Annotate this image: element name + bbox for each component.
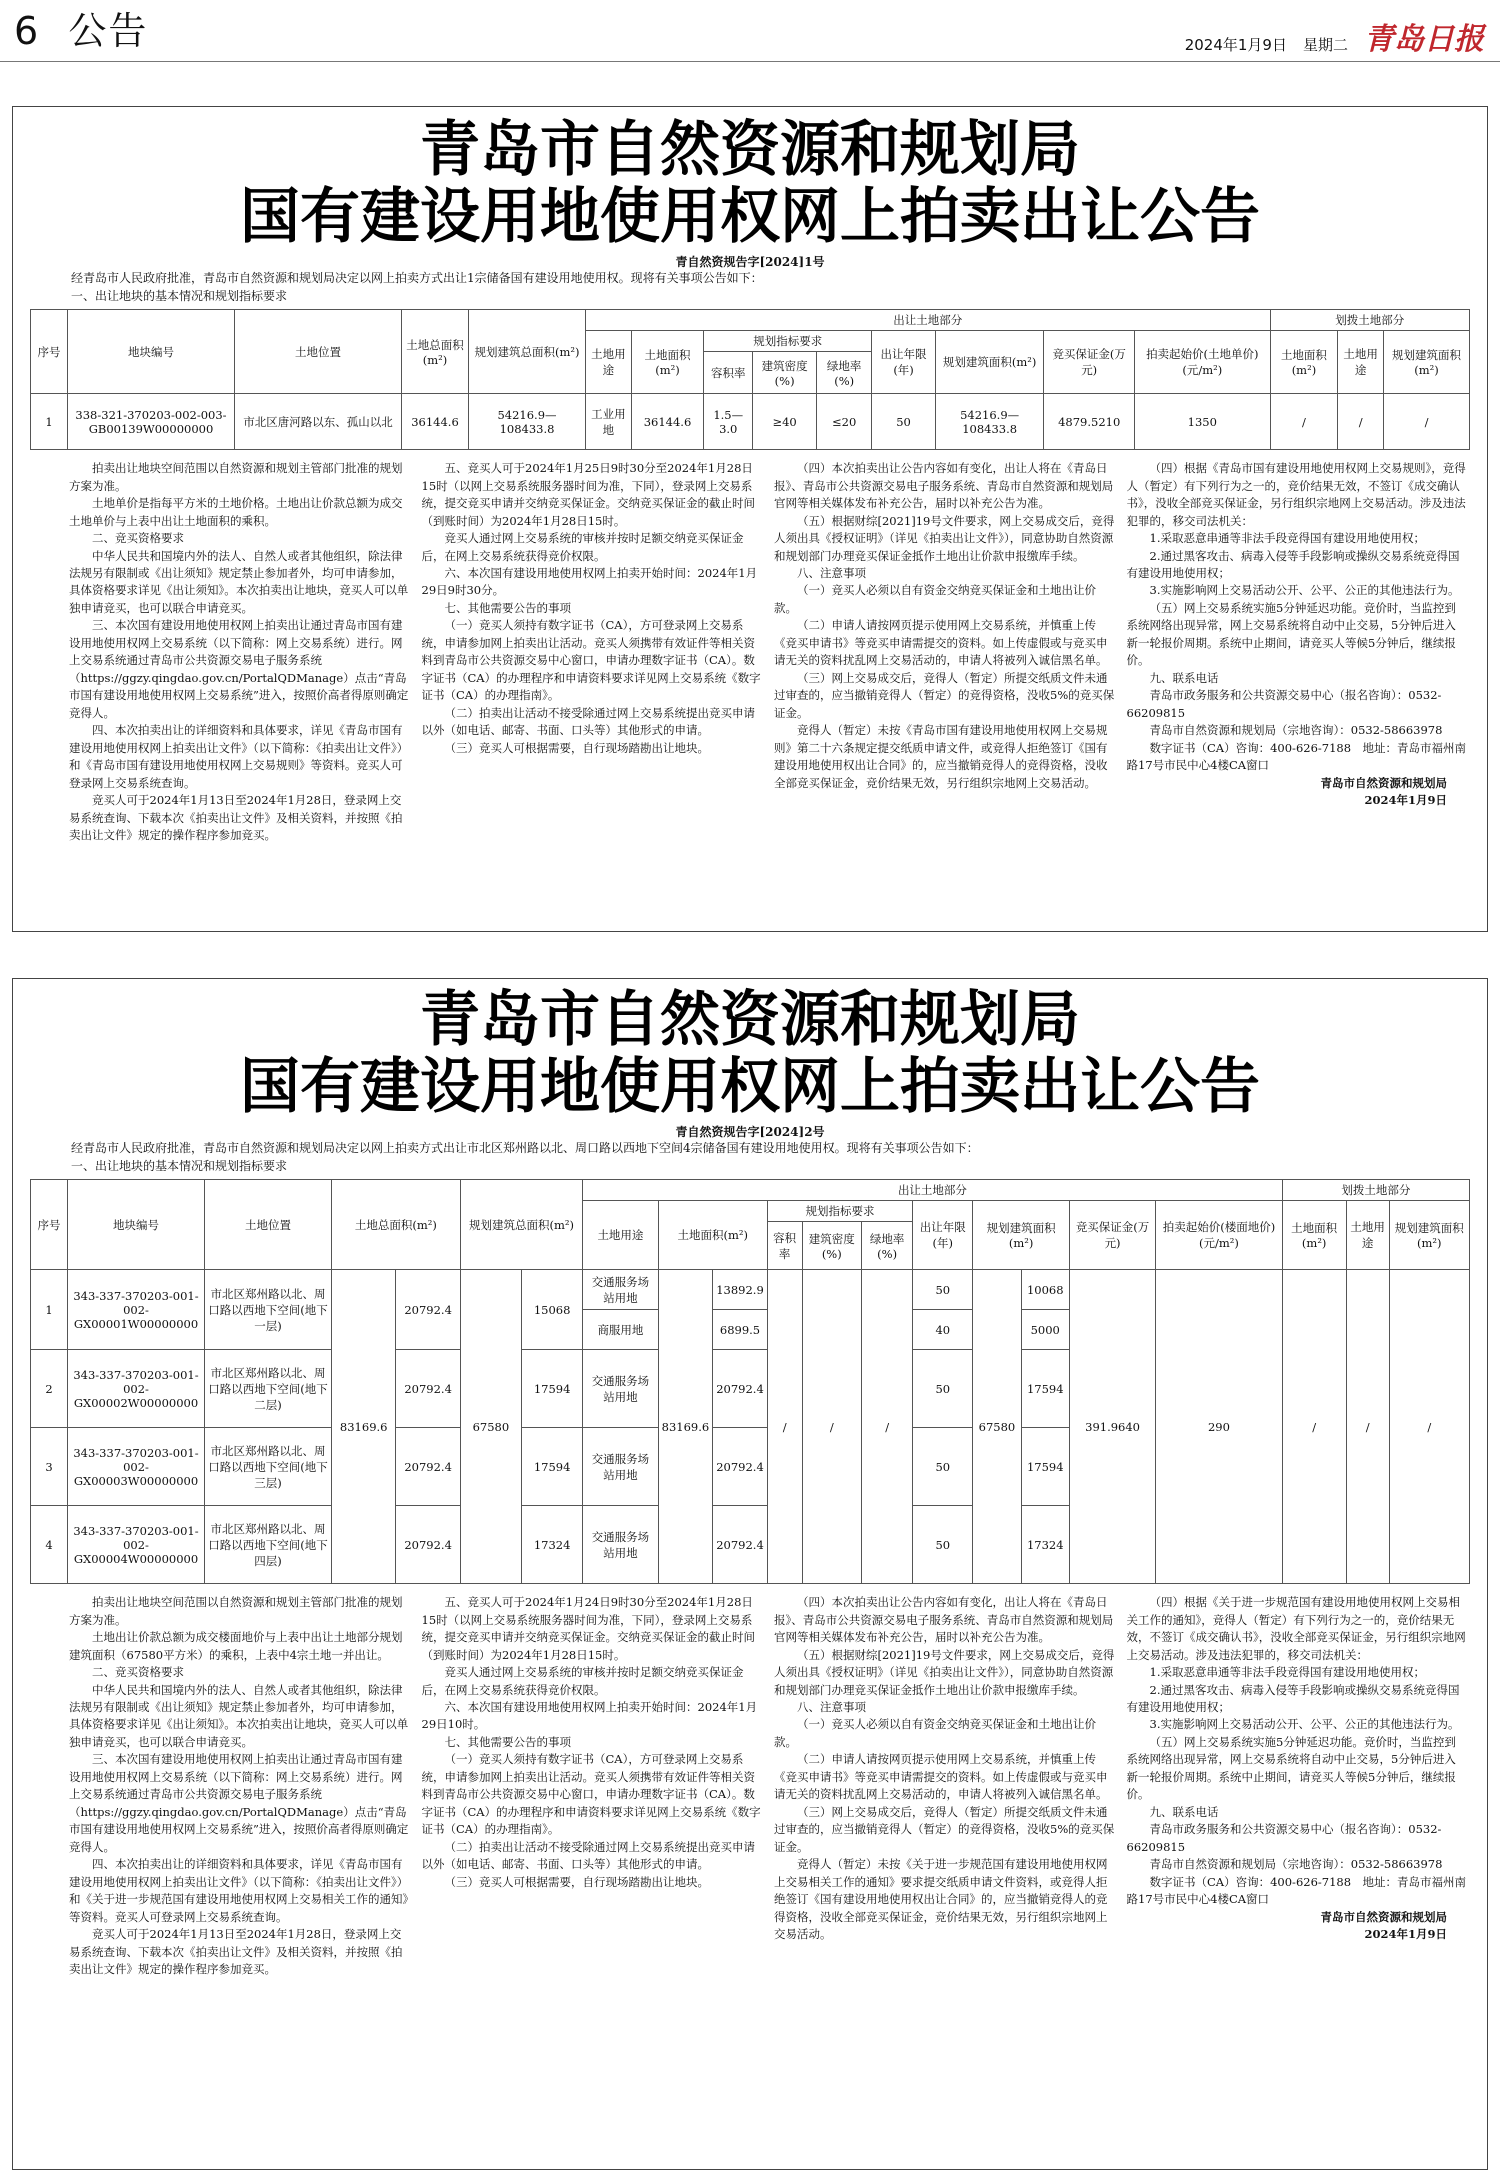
sign-date: 2024年1月9日 <box>1364 793 1447 808</box>
body-column-paragraphs <box>1127 1594 1468 1908</box>
section-name: 公告 <box>68 9 149 53</box>
page-header <box>0 0 1500 62</box>
th-density: 建筑密度(%) <box>753 352 817 394</box>
cell-term: 50 <box>913 1428 973 1506</box>
body-paragraph: （一）竞买人必须以自有资金交纳竞买保证金和土地出让价款。 <box>774 583 1096 615</box>
body-paragraph: 1.采取恶意串通等非法手段竞得国有建设用地使用权； <box>1149 531 1425 546</box>
body-paragraph: 九、联系电话 <box>1149 670 1219 685</box>
body-paragraph: 青岛市政务服务和公共资源交易中心（报名咨询）：0532-66209815 <box>1126 688 1442 720</box>
body-paragraph: （三）竞买人可根据需要，自行现场踏勘出让地块。 <box>444 1874 709 1889</box>
body-column <box>774 460 1115 844</box>
body-paragraph: （四）根据《关于进一步规范国有建设用地使用权网上交易相关工作的通知》，竞得人（暂定）有下列行为之一的，竞价结果无效，不签订《成交确认书》，没收全部竞买保证金，另行组织宗地网上交易活动。涉及违法犯罪的，移交司法机关： <box>1126 1595 1466 1662</box>
cell-parcel-no: 343-337-370203-001-002-GX00002W00000000 <box>68 1350 205 1428</box>
body-paragraph: 中华人民共和国境内外的法人、自然人或者其他组织，除法律法规另有限制或《出让须知》规定禁止参加者外，均可申请参加，具体资格要求详见《出让须知》。本次拍卖出让地块，竞买人可以单独申请竞买，也可以联合申请竞买。 <box>69 548 409 615</box>
th-floor-area: 规划建筑面积(m²) <box>935 331 1043 394</box>
body-paragraph: 六、本次国有建设用地使用权网上拍卖开始时间：2024年1月29日10时。 <box>421 1699 758 1732</box>
body-column <box>1127 1594 1468 1978</box>
cell-location: 市北区郑州路以北、周口路以西地下空间(地下四层) <box>205 1506 332 1584</box>
cell-planned: 17594 <box>522 1350 583 1428</box>
body-paragraph: 五、竞买人可于2024年1月24日9时30分至2024年1月28日15时（以网上交易系统服务器时间为准，下同），登录网上交易系统，提交竞买申请并交纳竞买保证金。交纳竞买保证金的截止时间（到账时间）为2024年1月28日15时。 <box>421 1595 755 1662</box>
body-paragraph: （五）根据财综[2021]19号文件要求，网上交易成交后，竞得人须出具《授权证明》（详见《拍卖出让文件》），同意协助自然资源和规划部门办理竞买保证金抵作土地出让价款申报缴库手续。 <box>774 513 1115 563</box>
issue-weekday: 星期二 <box>1302 36 1348 54</box>
cell-location: 市北区唐河路以东、孤山以北 <box>235 394 402 450</box>
cell-use-area: 20792.4 <box>713 1506 768 1584</box>
cell-green: / <box>861 1270 912 1584</box>
body-paragraph: 三、本次国有建设用地使用权网上拍卖出让通过青岛市国有建设用地使用权网上交易系统（以下简称：网上交易系统）进行。网上交易系统通过青岛市公共资源交易电子服务系统（https://ggzy.qingdao.gov.cn/PortalQDManage）点击“青岛市国有建设用地使用权网上交易系统”进入，按照价高者得原则确定竞得人。 <box>69 618 409 720</box>
body-paragraph: （一）竞买人须持有数字证书（CA），方可登录网上交易系统，申请参加网上拍卖出让活动。竞买人须携带有效证件等相关资料到青岛市公共资源交易中心窗口，申请办理数字证书（CA）。数字证书（CA）的办理程序和申请资料要求详见网上交易系统《数字证书（CA）的办理指南》。 <box>421 618 761 703</box>
body-paragraph: 数字证书（CA）咨询：400-626-7188 地址：青岛市福州南路17号市民中心4楼CA窗口 <box>1126 740 1467 773</box>
body-paragraph: 2.通过黑客攻击、病毒入侵等手段影响或操纵交易系统竞得国有建设用地使用权； <box>1126 1682 1460 1714</box>
th-sell-part: 出让土地部分 <box>586 310 1271 331</box>
th-deposit: 竞买保证金(万元) <box>1069 1201 1155 1270</box>
body-paragraph: （四）本次拍卖出让公告内容如有变化，出让人将在《青岛日报》、青岛市公共资源交易电子服务系统、青岛市自然资源和规划局官网等相关媒体发布补充公告，届时以补充公告为准。 <box>774 461 1114 511</box>
th-total-area: 土地总面积(m²) <box>332 1180 461 1270</box>
cell-far: / <box>767 1270 802 1584</box>
parcel-table <box>30 1179 1470 1584</box>
th-parcel-no: 地块编号 <box>68 310 235 394</box>
table-body <box>31 1270 1470 1584</box>
th-alloc-area: 土地面积(m²) <box>1270 331 1338 394</box>
section-heading: 一、出让地块的基本情况和规划指标要求 <box>71 288 288 303</box>
body-paragraph: 青岛市自然资源和规划局（宗地咨询）：0532-58663978 <box>1149 723 1443 738</box>
body-paragraph: 七、其他需要公告的事项 <box>444 600 571 615</box>
body-paragraph: （三）网上交易成交后，竞得人（暂定）所提交纸质文件未通过审查的，应当撤销竞得人（暂定）的竞得资格，没收5%的竞买保证金。 <box>774 1804 1115 1854</box>
th-land-area: 土地面积(m²) <box>631 331 704 394</box>
th-start-price: 拍卖起始价(土地单价)(元/m²) <box>1135 331 1271 394</box>
th-green: 绿地率(%) <box>861 1222 912 1270</box>
th-plan-req: 规划指标要求 <box>704 331 872 352</box>
th-land-area: 土地面积(m²) <box>658 1201 767 1270</box>
body-paragraph: 拍卖出让地块空间范围以自然资源和规划主管部门批准的规划方案为准。 <box>69 461 403 493</box>
cell-location: 市北区郑州路以北、周口路以西地下空间(地下二层) <box>205 1350 332 1428</box>
cell-alloc-use: / <box>1346 1270 1389 1584</box>
doc-number: 青自然资规告字[2024]2号 <box>675 1125 825 1140</box>
body-paragraph: 3.实施影响网上交易活动公开、公平、公正的其他违法行为。 <box>1149 583 1460 598</box>
th-far: 容积率 <box>767 1222 802 1270</box>
cell-planned: 17594 <box>522 1428 583 1506</box>
title-line-1: 青岛市自然资源和规划局 <box>420 985 1080 1055</box>
body-paragraph: 二、竞买资格要求 <box>92 531 184 546</box>
cell-use-floor: 5000 <box>1021 1310 1069 1350</box>
cell-land-area: 83169.6 <box>658 1270 713 1584</box>
body-paragraph: 九、联系电话 <box>1149 1804 1219 1819</box>
cell-area: 20792.4 <box>396 1350 460 1428</box>
body-paragraph: （四）本次拍卖出让公告内容如有变化，出让人将在《青岛日报》、青岛市公共资源交易电子服务系统、青岛市自然资源和规划局官网等相关媒体发布补充公告，届时以补充公告为准。 <box>774 1595 1114 1645</box>
cell-planned-area: 67580 <box>460 1270 521 1584</box>
title-line-1: 青岛市自然资源和规划局 <box>420 115 1080 185</box>
th-sell-part: 出让土地部分 <box>583 1180 1282 1201</box>
th-deposit: 竞买保证金(万元) <box>1044 331 1135 394</box>
body-column <box>422 1594 763 1978</box>
cell-planned: 15068 <box>522 1270 583 1350</box>
cell-use-floor: 17324 <box>1021 1506 1069 1584</box>
body-paragraph: （一）竞买人须持有数字证书（CA），方可登录网上交易系统，申请参加网上拍卖出让活动。竞买人须携带有效证件等相关资料到青岛市公共资源交易中心窗口，申请办理数字证书（CA）。数字证书（CA）的办理程序和申请资料要求详见网上交易系统《数字证书（CA）的办理指南》。 <box>421 1752 761 1837</box>
cell-parcel-no: 343-337-370203-001-002-GX00004W00000000 <box>68 1506 205 1584</box>
cell-start-price: 290 <box>1156 1270 1282 1584</box>
notice-2-body <box>13 1584 1487 1978</box>
body-paragraph: （五）根据财综[2021]19号文件要求，网上交易成交后，竞得人须出具《授权证明》（详见《拍卖出让文件》），同意协助自然资源和规划部门办理竞买保证金抵作土地出让价款申报缴库手续。 <box>774 1647 1115 1697</box>
title-line-2: 国有建设用地使用权网上拍卖出让公告 <box>240 1052 1260 1123</box>
cell-floor-area: 54216.9—108433.8 <box>935 394 1043 450</box>
cell-seq: 2 <box>31 1350 68 1428</box>
doc-number: 青自然资规告字[2024]1号 <box>675 255 825 270</box>
notice-2 <box>12 978 1488 2170</box>
body-paragraph: （三）网上交易成交后，竞得人（暂定）所提交纸质文件未通过审查的，应当撤销竞得人（暂定）的竞得资格，没收5%的竞买保证金。 <box>774 670 1115 720</box>
body-paragraph: 竞买人通过网上交易系统的审核并按时足额交纳竞买保证金后，在网上交易系统获得竞价权限。 <box>421 531 744 563</box>
th-location: 土地位置 <box>235 310 402 394</box>
body-paragraph: 四、本次拍卖出让的详细资料和具体要求，详见《青岛市国有建设用地使用权网上拍卖出让文件》（以下简称：《拍卖出让文件》）和《关于进一步规范国有建设用地使用权网上交易相关工作的通知》等资料。竞买人可登录网上交易系统查询。 <box>69 1857 409 1924</box>
table-row <box>31 394 1470 450</box>
cell-deposit: 4879.5210 <box>1044 394 1135 450</box>
cell-land-use: 交通服务场站用地 <box>583 1506 658 1584</box>
page-number: 6 <box>14 9 41 53</box>
cell-term: 50 <box>872 394 936 450</box>
cell-term: 40 <box>913 1310 973 1350</box>
th-floor-area: 规划建筑面积(m²) <box>973 1201 1070 1270</box>
cell-density: / <box>802 1270 861 1584</box>
th-start-price: 拍卖起始价(楼面地价)(元/m²) <box>1156 1201 1282 1270</box>
cell-density: ≥40 <box>753 394 817 450</box>
cell-parcel-no: 338-321-370203-002-003-GB00139W00000000 <box>68 394 235 450</box>
body-paragraph: 三、本次国有建设用地使用权网上拍卖出让通过青岛市国有建设用地使用权网上交易系统（以下简称：网上交易系统）进行。网上交易系统通过青岛市公共资源交易电子服务系统（https://ggzy.qingdao.gov.cn/PortalQDManage）点击“青岛市国有建设用地使用权网上交易系统”进入，按照价高者得原则确定竞得人。 <box>69 1752 409 1854</box>
cell-area: 20792.4 <box>396 1428 460 1506</box>
sign-date: 2024年1月9日 <box>1364 1927 1447 1942</box>
notice-2-title <box>13 979 1487 1121</box>
cell-use-floor: 17594 <box>1021 1350 1069 1428</box>
cell-land-use: 交通服务场站用地 <box>583 1270 658 1310</box>
cell-parcel-no: 343-337-370203-001-002-GX00003W00000000 <box>68 1428 205 1506</box>
body-paragraph: 七、其他需要公告的事项 <box>444 1734 571 1749</box>
body-paragraph: （三）竞买人可根据需要，自行现场踏勘出让地块。 <box>444 740 709 755</box>
cell-land-use: 交通服务场站用地 <box>583 1428 658 1506</box>
cell-green: ≤20 <box>817 394 872 450</box>
cell-area: 20792.4 <box>396 1506 460 1584</box>
body-paragraph: 土地出让价款总额为成交楼面地价与上表中出让土地部分规划建筑面积（67580平方米）的乘积，上表中4宗土地一并出让。 <box>69 1630 403 1662</box>
th-seq: 序号 <box>31 1180 68 1270</box>
body-paragraph: （五）网上交易系统实施5分钟延迟功能。竞价时，当监控到系统网络出现异常，网上交易系统将自动中止交易，5分钟后进入新一轮报价周期。系统中止期间，请竞买人等候5分钟后，继续报价。 <box>1126 1734 1456 1802</box>
signer: 青岛市自然资源和规划局 <box>1320 775 1447 790</box>
cell-location: 市北区郑州路以北、周口路以西地下空间(地下一层) <box>205 1270 332 1350</box>
body-paragraph: 竞得人（暂定）未按《关于进一步规范国有建设用地使用权网上交易相关工作的通知》要求提交纸质申请文件资料，或竞得人拒绝签订《国有建设用地使用权出让合同》的，应当撤销竞得人的竞得资格，没收全部竞买保证金，竞价结果无效，另行组织宗地网上交易活动。 <box>774 1857 1108 1942</box>
cell-land-use: 交通服务场站用地 <box>583 1350 658 1428</box>
cell-term: 50 <box>913 1270 973 1310</box>
th-alloc-part: 划拨土地部分 <box>1282 1180 1469 1201</box>
th-seq: 序号 <box>31 310 68 394</box>
cell-planned-area: 54216.9—108433.8 <box>469 394 586 450</box>
th-term: 出让年限(年) <box>872 331 936 394</box>
th-alloc-part: 划拨土地部分 <box>1270 310 1469 331</box>
body-paragraph: 竞买人通过网上交易系统的审核并按时足额交纳竞买保证金后，在网上交易系统获得竞价权限。 <box>421 1665 744 1697</box>
cell-land-use: 工业用地 <box>586 394 632 450</box>
cell-parcel-no: 343-337-370203-001-002-GX00001W00000000 <box>68 1270 205 1350</box>
body-column <box>69 1594 410 1978</box>
body-paragraph: 二、竞买资格要求 <box>92 1665 184 1680</box>
body-paragraph: 四、本次拍卖出让的详细资料和具体要求，详见《青岛市国有建设用地使用权网上拍卖出让文件》（以下简称：《拍卖出让文件》）和《青岛市国有建设用地使用权网上交易规则》等资料。竞买人可登录网上交易系统查询。 <box>69 723 409 790</box>
notice-1-body <box>13 450 1487 844</box>
intro-text: 经青岛市人民政府批准，青岛市自然资源和规划局决定以网上拍卖方式出让1宗储备国有建设用地使用权。现将有关事项公告如下： <box>71 271 763 286</box>
section-heading: 一、出让地块的基本情况和规划指标要求 <box>71 1158 288 1173</box>
cell-use-floor: 10068 <box>1021 1270 1069 1310</box>
th-alloc-use: 土地用途 <box>1338 331 1384 394</box>
body-paragraph: 中华人民共和国境内外的法人、自然人或者其他组织，除法律法规另有限制或《出让须知》规定禁止参加者外，均可申请参加，具体资格要求详见《出让须知》。本次拍卖出让地块，竞买人可以单独申请竞买，也可以联合申请竞买。 <box>69 1682 409 1749</box>
th-far: 容积率 <box>704 352 753 394</box>
cell-alloc-use: / <box>1338 394 1384 450</box>
body-paragraph: 五、竞买人可于2024年1月25日9时30分至2024年1月28日15时（以网上交易系统服务器时间为准，下同），登录网上交易系统，提交竞买申请并交纳竞买保证金。交纳竞买保证金的截止时间（到账时间）为2024年1月28日15时。 <box>421 461 755 528</box>
body-paragraph: （一）竞买人必须以自有资金交纳竞买保证金和土地出让价款。 <box>774 1717 1096 1749</box>
notice-1 <box>12 106 1488 932</box>
cell-term: 50 <box>913 1506 973 1584</box>
cell-seq: 1 <box>31 394 68 450</box>
cell-land-area: 36144.6 <box>631 394 704 450</box>
body-paragraph: （二）拍卖出让活动不接受除通过网上交易系统提出竞买申请以外（如电话、邮寄、书面、口头等）其他形式的申请。 <box>421 705 755 738</box>
cell-land-use: 商服用地 <box>583 1310 658 1350</box>
issue-date: 2024年1月9日 <box>1184 36 1287 54</box>
body-paragraph: 八、注意事项 <box>797 1699 866 1714</box>
intro <box>13 1140 1487 1175</box>
th-total-area: 土地总面积(m²) <box>402 310 469 394</box>
title-line-2: 国有建设用地使用权网上拍卖出让公告 <box>240 182 1260 253</box>
body-column <box>422 460 763 844</box>
body-paragraph: （二）申请人请按网页提示使用网上交易系统，并慎重上传《竞买申请书》等竞买申请需提交的资料。如上传虚假或与竞买申请无关的资料扰乱网上交易活动的，申请人将被列入诚信黑名单。 <box>774 618 1108 668</box>
intro <box>13 270 1487 305</box>
cell-alloc-floor: / <box>1384 394 1470 450</box>
body-paragraph: 拍卖出让地块空间范围以自然资源和规划主管部门批准的规划方案为准。 <box>69 1595 403 1627</box>
th-land-use: 土地用途 <box>583 1201 658 1270</box>
body-paragraph: 数字证书（CA）咨询：400-626-7188 地址：青岛市福州南路17号市民中心4楼CA窗口 <box>1126 1874 1467 1907</box>
body-paragraph: （二）申请人请按网页提示使用网上交易系统，并慎重上传《竞买申请书》等竞买申请需提交的资料。如上传虚假或与竞买申请无关的资料扰乱网上交易活动的，申请人将被列入诚信黑名单。 <box>774 1752 1108 1802</box>
body-column-paragraphs <box>1127 460 1468 774</box>
intro-text: 经青岛市人民政府批准，青岛市自然资源和规划局决定以网上拍卖方式出让市北区郑州路以北、周口路以西地下空间4宗储备国有建设用地使用权。现将有关事项公告如下： <box>71 1141 979 1156</box>
cell-seq: 3 <box>31 1428 68 1506</box>
body-column <box>1127 460 1468 844</box>
parcel-table <box>30 309 1470 450</box>
th-alloc-use: 土地用途 <box>1346 1201 1389 1270</box>
body-paragraph: 土地单价是指每平方米的土地价格。土地出让价款总额为成交土地单价与上表中出让土地面积的乘积。 <box>69 496 403 528</box>
cell-far: 1.5—3.0 <box>704 394 753 450</box>
masthead-logo: 青岛日报 <box>1364 22 1484 57</box>
cell-floor-area: 67580 <box>973 1270 1021 1584</box>
cell-area: 20792.4 <box>396 1270 460 1350</box>
body-paragraph: 竞买人可于2024年1月13日至2024年1月28日，登录网上交易系统查询、下载本次《拍卖出让文件》及相关资料，并按照《拍卖出让文件》规定的操作程序参加竞买。 <box>69 1927 403 1976</box>
cell-total-area: 83169.6 <box>332 1270 396 1584</box>
body-paragraph: 八、注意事项 <box>797 565 866 580</box>
th-alloc-floor: 规划建筑面积(m²) <box>1384 331 1470 394</box>
body-paragraph: （二）拍卖出让活动不接受除通过网上交易系统提出竞买申请以外（如电话、邮寄、书面、口头等）其他形式的申请。 <box>421 1839 755 1872</box>
notice-1-title <box>13 107 1487 251</box>
cell-deposit: 391.9640 <box>1069 1270 1155 1584</box>
body-paragraph: 六、本次国有建设用地使用权网上拍卖开始时间：2024年1月29日9时30分。 <box>421 565 758 598</box>
th-alloc-area: 土地面积(m²) <box>1282 1201 1346 1270</box>
cell-alloc-floor: / <box>1389 1270 1469 1584</box>
body-paragraph: 竞得人（暂定）未按《青岛市国有建设用地使用权网上交易规则》第二十六条规定提交纸质申请文件，或竞得人拒绝签订《国有建设用地使用权出让合同》的，应当撤销竞得人的竞得资格，没收全部竞买保证金，竞价结果无效，另行组织宗地网上交易活动。 <box>774 723 1108 790</box>
cell-use-floor: 17594 <box>1021 1428 1069 1506</box>
body-paragraph: 1.采取恶意串通等非法手段竞得国有建设用地使用权； <box>1149 1665 1425 1680</box>
cell-use-area: 20792.4 <box>713 1350 768 1428</box>
cell-use-area: 20792.4 <box>713 1428 768 1506</box>
cell-start-price: 1350 <box>1135 394 1271 450</box>
cell-alloc-area: / <box>1270 394 1338 450</box>
body-paragraph: （四）根据《青岛市国有建设用地使用权网上交易规则》，竞得人（暂定）有下列行为之一的，竞价结果无效，不签订《成交确认书》，没收全部竞买保证金，另行组织宗地网上交易活动。涉及违法犯罪的，移交司法机关： <box>1126 461 1466 528</box>
body-paragraph: 青岛市自然资源和规划局（宗地咨询）：0532-58663978 <box>1149 1857 1443 1872</box>
th-plan-req: 规划指标要求 <box>767 1201 913 1222</box>
body-paragraph: 竞买人可于2024年1月13日至2024年1月28日，登录网上交易系统查询、下载本次《拍卖出让文件》及相关资料，并按照《拍卖出让文件》规定的操作程序参加竞买。 <box>69 793 403 842</box>
th-planned-area: 规划建筑总面积(m²) <box>460 1180 582 1270</box>
th-alloc-floor: 规划建筑面积(m²) <box>1389 1201 1469 1270</box>
body-column <box>69 460 410 844</box>
cell-planned: 17324 <box>522 1506 583 1584</box>
body-paragraph: （五）网上交易系统实施5分钟延迟功能。竞价时，当监控到系统网络出现异常，网上交易系统将自动中止交易，5分钟后进入新一轮报价周期。系统中止期间，请竞买人等候5分钟后，继续报价。 <box>1126 600 1456 668</box>
cell-use-area: 6899.5 <box>713 1310 768 1350</box>
th-density: 建筑密度(%) <box>802 1222 861 1270</box>
body-paragraph: 3.实施影响网上交易活动公开、公平、公正的其他违法行为。 <box>1149 1717 1460 1732</box>
cell-term: 50 <box>913 1350 973 1428</box>
body-paragraph: 青岛市政务服务和公共资源交易中心（报名咨询）：0532-66209815 <box>1126 1822 1442 1854</box>
cell-location: 市北区郑州路以北、周口路以西地下空间(地下三层) <box>205 1428 332 1506</box>
th-land-use: 土地用途 <box>586 331 632 394</box>
th-parcel-no: 地块编号 <box>68 1180 205 1270</box>
cell-use-area: 13892.9 <box>713 1270 768 1310</box>
page-label <box>14 0 148 55</box>
cell-seq: 4 <box>31 1506 68 1584</box>
cell-alloc-area: / <box>1282 1270 1346 1584</box>
th-location: 土地位置 <box>205 1180 332 1270</box>
th-term: 出让年限(年) <box>913 1201 973 1270</box>
th-green: 绿地率(%) <box>817 352 872 394</box>
cell-seq: 1 <box>31 1270 68 1350</box>
table-row <box>31 1270 1470 1310</box>
signer: 青岛市自然资源和规划局 <box>1320 1909 1447 1924</box>
body-paragraph: 2.通过黑客攻击、病毒入侵等手段影响或操纵交易系统竞得国有建设用地使用权； <box>1126 548 1460 580</box>
th-planned-area: 规划建筑总面积(m²) <box>469 310 586 394</box>
cell-total-area: 36144.6 <box>402 394 469 450</box>
body-column <box>774 1594 1115 1978</box>
